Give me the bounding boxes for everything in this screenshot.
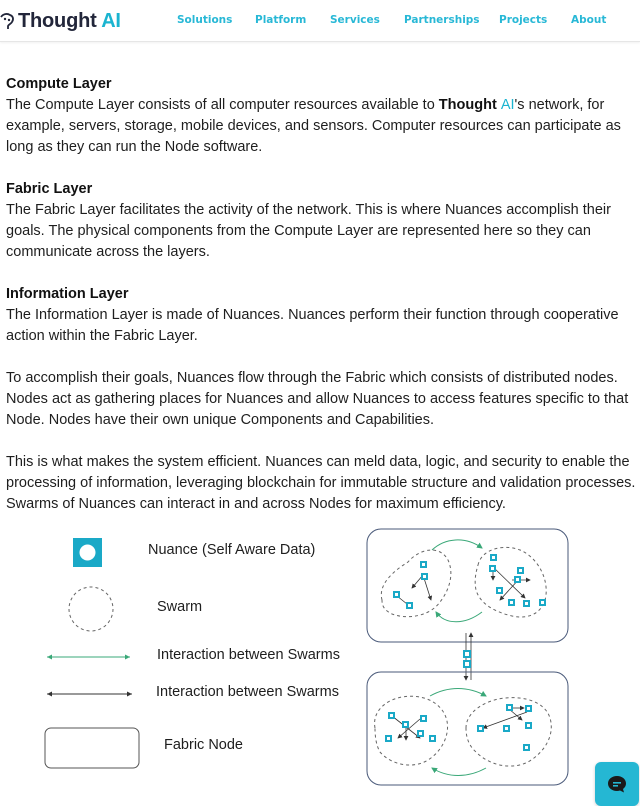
swarm-legend-icon xyxy=(69,587,113,631)
nav-item-about[interactable]: About xyxy=(571,14,607,26)
fabric-layer-heading: Fabric Layer xyxy=(6,181,93,197)
information-layer-heading: Information Layer xyxy=(6,286,129,302)
swarm-top-right xyxy=(475,547,546,617)
fabric-node-bottom xyxy=(367,672,568,785)
chat-button[interactable] xyxy=(595,762,639,806)
node-connector xyxy=(464,633,471,680)
brand-name: Thought AI xyxy=(18,9,121,32)
legend-dark-interaction-label: Interaction between Swarms xyxy=(156,684,339,700)
nuance-flow-paragraph: To accomplish their goals, Nuances flow through the Fabric which consists of distributed nodes. Nodes act as gathering places for Nuances and allow Nuances to access features specific to that Node. Nodes have their own unique Components and Capabilities. xyxy=(6,370,629,428)
network-diagram xyxy=(362,526,574,788)
dark-interaction-legend-icon xyxy=(47,692,132,697)
legend-fabric-node-label: Fabric Node xyxy=(164,737,243,753)
nuance-legend-icon xyxy=(73,538,102,567)
nav-item-solutions[interactable]: Solutions xyxy=(177,14,233,26)
fabric-layer-text: The Fabric Layer facilitates the activity of the network. This is where Nuances accomplish their goals. The physical components from the Compute Layer are represented here so they can communicate across the layers. xyxy=(6,202,611,260)
brand-logo[interactable] xyxy=(0,8,121,34)
legend-green-interaction-label: Interaction between Swarms xyxy=(157,647,340,663)
compute-layer-text: The Compute Layer consists of all computer resources available to Thought AI's network, for example, servers, storage, mobile devices, and sensors. Computer resources can participate as long as they can run the Node software. xyxy=(6,97,621,155)
chat-bubble-icon xyxy=(606,774,628,794)
top-navigation xyxy=(0,0,640,42)
fabric-node-legend-icon xyxy=(45,728,139,768)
green-interaction-legend-icon xyxy=(47,655,130,660)
legend-swarm-label: Swarm xyxy=(157,599,203,615)
efficiency-paragraph: This is what makes the system efficient. Nuances can meld data, logic, and security to enable the processing of information, leveraging blockchain for immutable structure and validation processes. Swarms of Nuances can interact in and across Nodes for maximum efficiency. xyxy=(6,454,636,512)
inline-brand: Thought AI xyxy=(438,97,515,113)
nav-item-projects[interactable]: Projects xyxy=(499,14,548,26)
compute-layer-heading: Compute Layer xyxy=(6,76,112,92)
fabric-node-top xyxy=(367,529,568,642)
brain-logo-icon xyxy=(0,11,16,31)
information-layer-text: The Information Layer is made of Nuances. Nuances perform their function through cooperative action within the Fabric Layer. xyxy=(6,307,619,344)
nav-item-services[interactable]: Services xyxy=(330,14,380,26)
legend-nuance-label: Nuance (Self Aware Data) xyxy=(148,542,316,558)
nav-item-partnerships[interactable]: Partnerships xyxy=(404,14,480,26)
article-content xyxy=(6,74,636,536)
nav-item-platform[interactable]: Platform xyxy=(255,14,307,26)
